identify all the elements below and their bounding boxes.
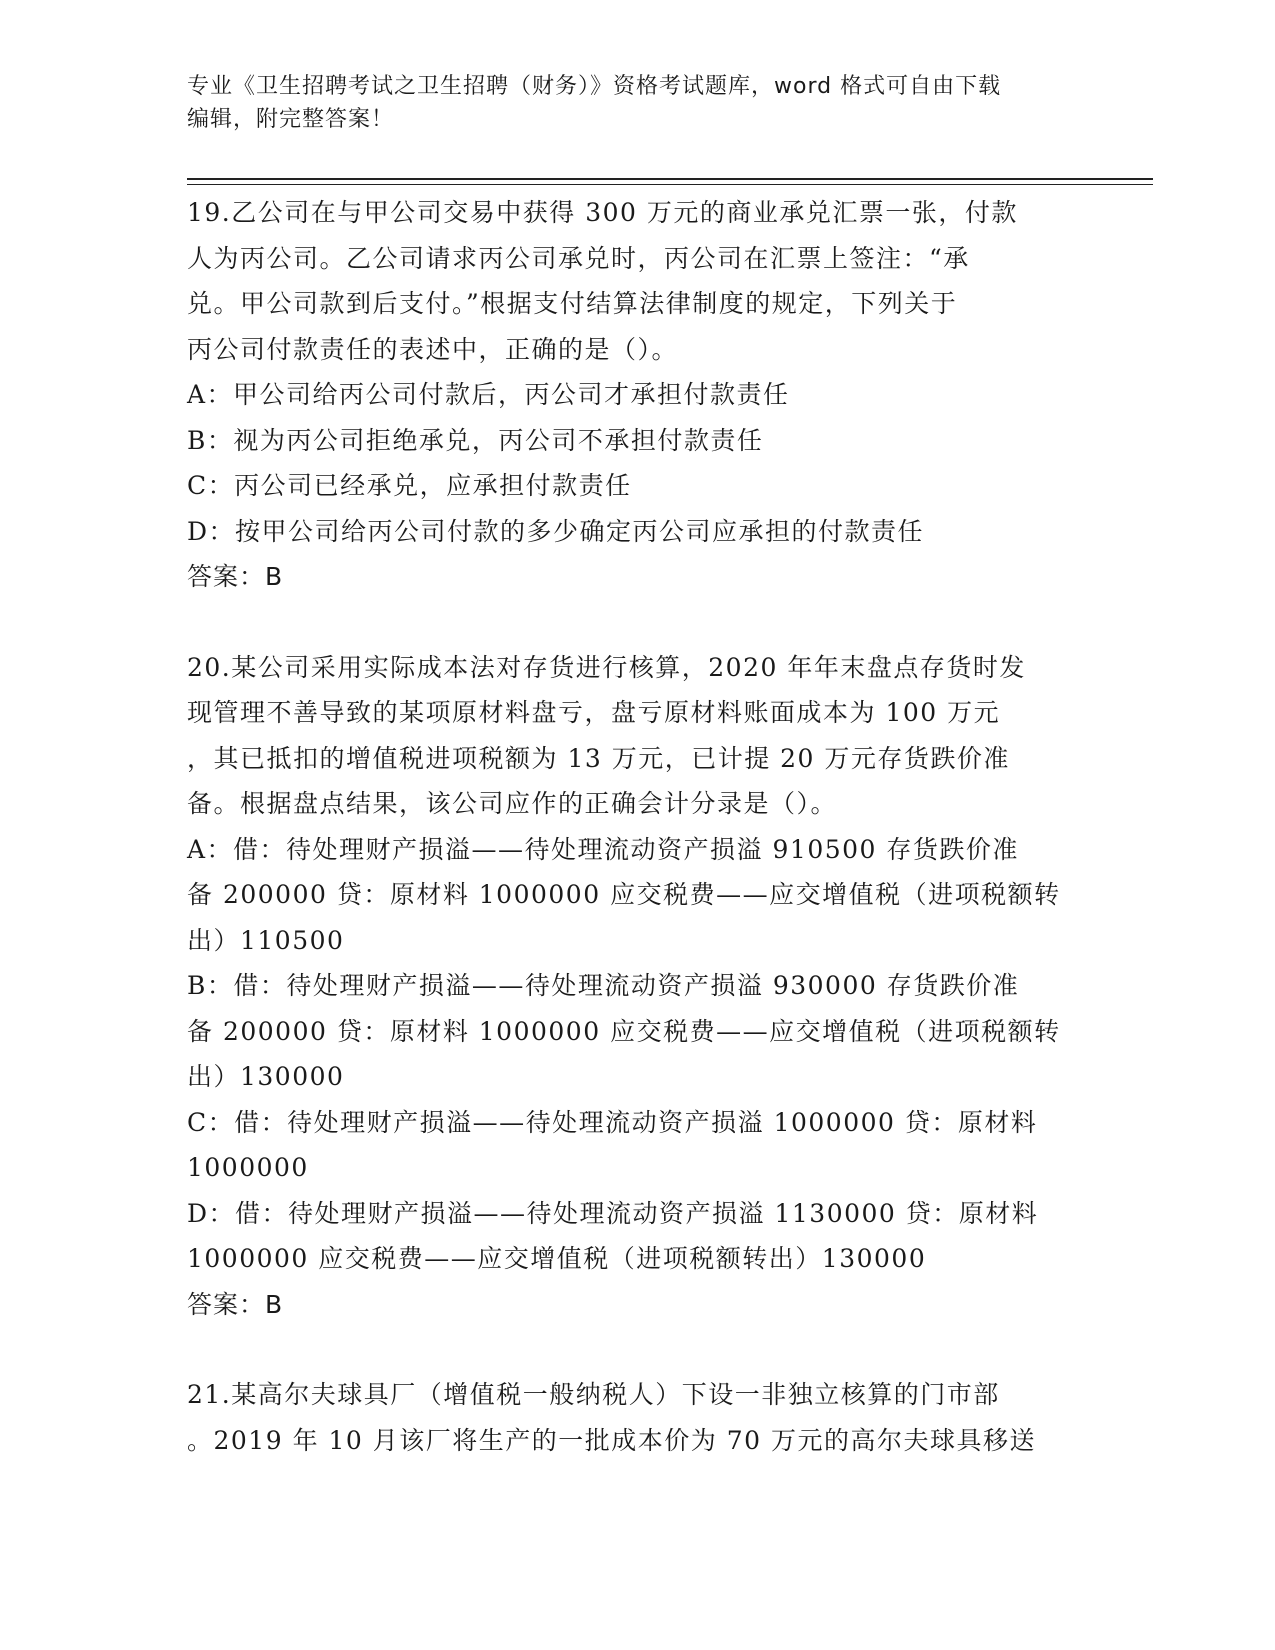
option-d-continued: 1000000 应交税费——应交增值税（进项税额转出）130000 bbox=[187, 1244, 927, 1273]
option-b: B：视为丙公司拒绝承兑，丙公司不承担付款责任 bbox=[187, 425, 764, 455]
spacer bbox=[187, 1327, 1087, 1372]
option-a-continued: 出）110500 bbox=[187, 925, 345, 955]
option-b: B：借：待处理财产损溢——待处理流动资产损溢 930000 存货跌价准 bbox=[187, 971, 1020, 1000]
question-21 bbox=[187, 1372, 1087, 1463]
question-stem-line: 20.某公司采用实际成本法对存货进行核算，2020 年年末盘点存货时发 bbox=[187, 652, 1026, 682]
answer-label: 答案：B bbox=[187, 1289, 284, 1319]
question-stem-line: 现管理不善导致的某项原材料盘亏，盘亏原材料账面成本为 100 万元 bbox=[187, 698, 1001, 727]
option-a-continued: 备 200000 贷：原材料 1000000 应交税费——应交增值税（进项税额转 bbox=[187, 880, 1061, 909]
answer-label: 答案：B bbox=[187, 562, 284, 591]
option-a: A：甲公司给丙公司付款后，丙公司才承担付款责任 bbox=[187, 380, 790, 409]
option-b-continued: 备 200000 贷：原材料 1000000 应交税费——应交增值税（进项税额转 bbox=[187, 1016, 1061, 1046]
question-list bbox=[187, 190, 1087, 1463]
question-stem-line: 19.乙公司在与甲公司交易中获得 300 万元的商业承兑汇票一张，付款 bbox=[187, 198, 1018, 227]
question-20 bbox=[187, 645, 1087, 1328]
option-d: D：借：待处理财产损溢——待处理流动资产损溢 1130000 贷：原材料 bbox=[187, 1198, 1039, 1228]
question-stem-line: 丙公司付款责任的表述中，正确的是（）。 bbox=[187, 334, 679, 364]
question-stem-line: 21.某高尔夫球具厂（增值税一般纳税人）下设一非独立核算的门市部 bbox=[187, 1380, 1000, 1409]
question-stem-line: 人为丙公司。乙公司请求丙公司承兑时，丙公司在汇票上签注：“承 bbox=[187, 243, 970, 273]
option-c: C：丙公司已经承兑，应承担付款责任 bbox=[187, 471, 632, 500]
question-stem-line: 。2019 年 10 月该厂将生产的一批成本价为 70 万元的高尔夫球具移送 bbox=[187, 1425, 1036, 1455]
header-line-2: 编辑，附完整答案！ bbox=[187, 107, 395, 132]
question-stem-line: ，其已抵扣的增值税进项税额为 13 万元，已计提 20 万元存货跌价准 bbox=[187, 743, 1010, 773]
spacer bbox=[187, 600, 1087, 645]
header-divider-thin bbox=[187, 184, 1153, 185]
option-c: C：借：待处理财产损溢——待处理流动资产损溢 1000000 贷：原材料 bbox=[187, 1107, 1038, 1137]
header-line-1: 专业《卫生招聘考试之卫生招聘（财务）》资格考试题库，word 格式可自由下载 bbox=[187, 74, 1002, 99]
header-divider-thick bbox=[187, 178, 1153, 180]
page-header bbox=[187, 70, 1067, 136]
question-stem-line: 兑。甲公司款到后支付。”根据支付结算法律制度的规定，下列关于 bbox=[187, 289, 958, 318]
question-stem-line: 备。根据盘点结果，该公司应作的正确会计分录是（）。 bbox=[187, 789, 838, 818]
option-a: A：借：待处理财产损溢——待处理流动资产损溢 910500 存货跌价准 bbox=[187, 834, 1019, 864]
question-19 bbox=[187, 190, 1087, 600]
option-b-continued: 出）130000 bbox=[187, 1062, 345, 1091]
option-c-continued: 1000000 bbox=[187, 1153, 309, 1182]
option-d: D：按甲公司给丙公司付款的多少确定丙公司应承担的付款责任 bbox=[187, 516, 925, 546]
